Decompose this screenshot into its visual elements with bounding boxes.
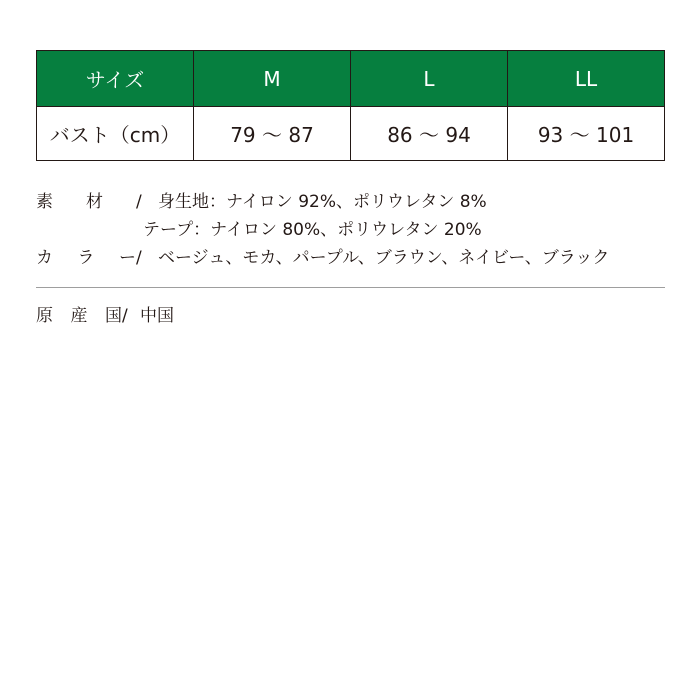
color-label: カ ラ ー: [36, 248, 136, 268]
divider: [36, 287, 665, 288]
header-l: L: [351, 51, 508, 107]
header-size: サイズ: [37, 51, 194, 107]
material-row: [36, 188, 665, 216]
color-value: ベージュ、モカ、パープル、ブラウン、ネイビー、ブラック: [158, 248, 610, 268]
color-slash: /: [136, 248, 142, 268]
cell-bust-m: 79 〜 87: [194, 107, 351, 161]
origin-value: 中国: [140, 306, 174, 326]
material-slash: /: [136, 192, 142, 212]
origin-label: 原 産 国: [36, 306, 122, 326]
cell-bust-ll: 93 〜 101: [508, 107, 665, 161]
cell-bust-l: 86 〜 94: [351, 107, 508, 161]
origin-row: [36, 302, 174, 330]
material-tape-value: テープ：ナイロン 80%、ポリウレタン 20%: [143, 220, 482, 240]
material-tape-row: [36, 216, 665, 244]
header-ll: LL: [508, 51, 665, 107]
origin-slash: /: [122, 306, 128, 326]
spec-list: [36, 188, 665, 272]
color-row: [36, 244, 665, 272]
header-m: M: [194, 51, 351, 107]
size-table-header-row: [37, 51, 665, 107]
material-body-value: 身生地：ナイロン 92%、ポリウレタン 8%: [158, 192, 487, 212]
row-label-bust: バスト（cm）: [37, 107, 194, 161]
material-label: 素 材: [36, 192, 103, 212]
size-table: [36, 50, 665, 161]
table-row: [37, 107, 665, 161]
